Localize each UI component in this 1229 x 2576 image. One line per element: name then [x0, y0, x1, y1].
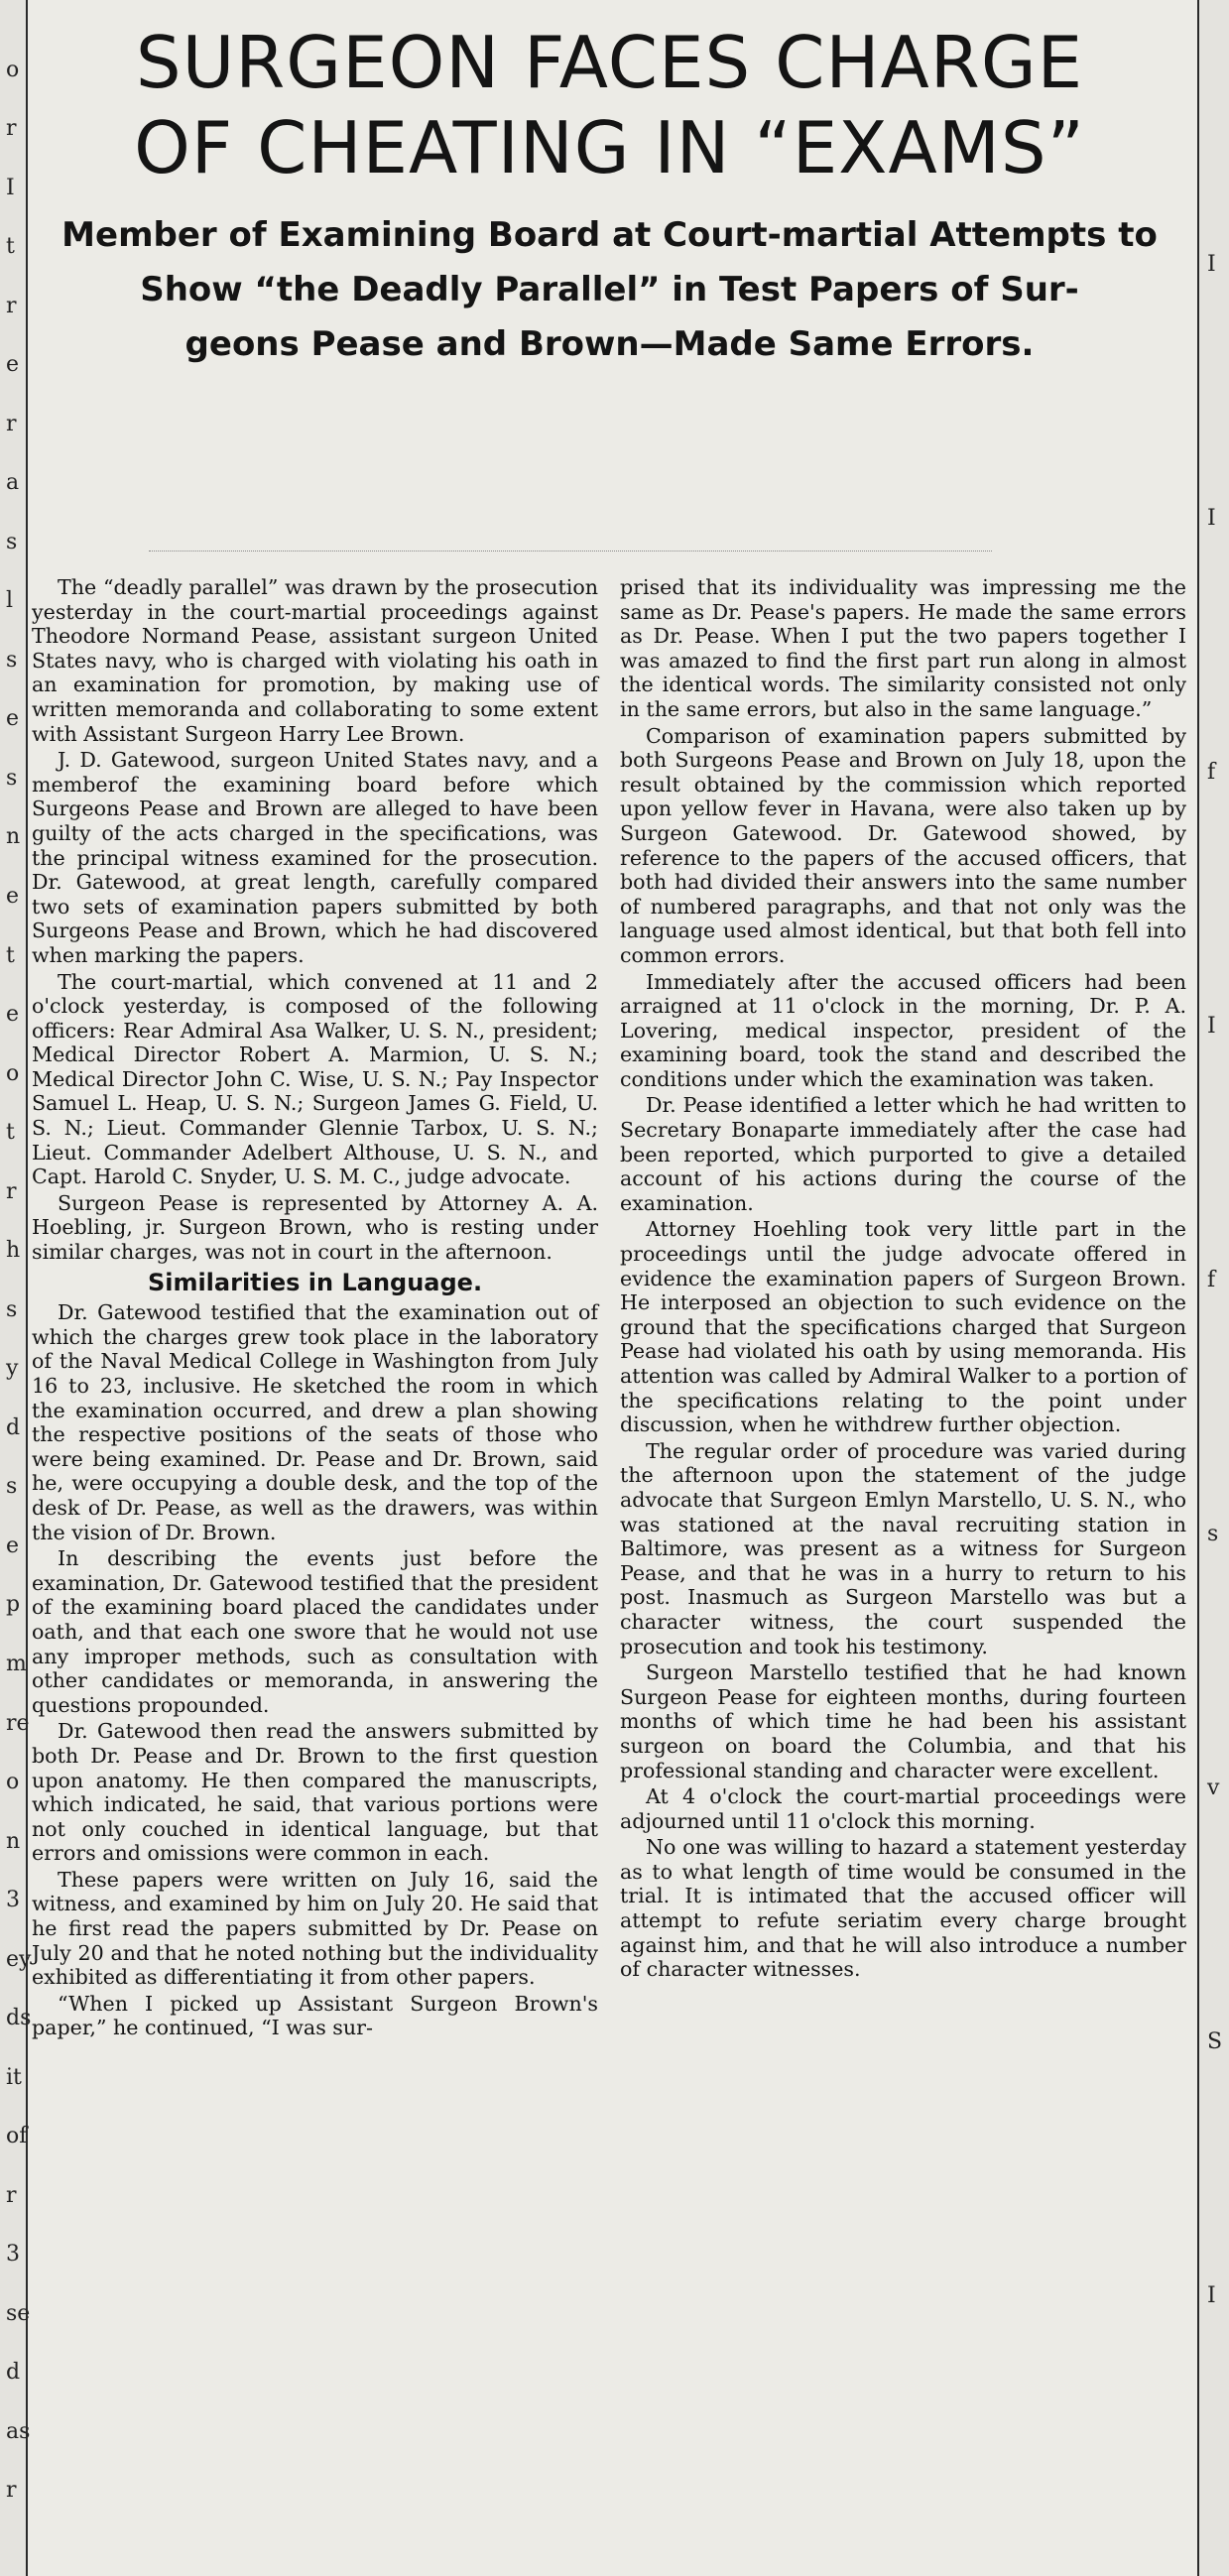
edge-fragment: e — [6, 884, 20, 909]
edge-fragment: o — [6, 58, 20, 82]
paragraph: The regular order of procedure was varied during the afternoon upon the statement of the judge advocate that Surgeon Emlyn Marstello, U. S. N., who was stationed at the naval recruiting station in Baltimore, was present as a witness for Surgeon Pease, and that he was in a hurry to return to his post. Inasmuch as Surgeon Marstello was but a character witness, the court suspended the prosecution and took his testimony. — [620, 1438, 1186, 1658]
edge-fragment: ds — [6, 2006, 32, 2030]
edge-fragment: e — [6, 1002, 20, 1027]
paragraph: Dr. Gatewood testified that the examination out of which the charges grew took place in the laboratory of the Naval Medical College in Washington from July 16 to 23, inclusive. He sketched the room in which the examination occurred, and drew a plan showing the respective positions of the seats of those who were being examined. Dr. Pease and Dr. Brown, said he, were occupying a double desk, and the top of the desk of Dr. Pease, as well as the drawers, was within the vision of Dr. Brown. — [32, 1300, 598, 1544]
edge-fragment: s — [6, 1474, 18, 1499]
subheadline-deck — [42, 208, 1177, 372]
headline — [32, 20, 1187, 190]
edge-fragment: I — [1207, 2283, 1216, 2308]
edge-fragment: re — [6, 1711, 30, 1736]
edge-fragment: d — [6, 1415, 21, 1440]
paragraph: Surgeon Marstello testified that he had known Surgeon Pease for eighteen months, during fourteen months of which time he had been his assistant surgeon on board the Columbia, and that his professional standing and character were excellent. — [620, 1660, 1186, 1782]
column-left — [32, 575, 598, 2042]
edge-fragment: I — [1207, 506, 1216, 531]
edge-fragment: f — [1207, 760, 1216, 785]
edge-fragment: l — [6, 588, 14, 613]
paragraph: J. D. Gatewood, surgeon United States navy, and a memberof the examining board before which Surgeons Pease and Brown are alleged to have been guilty of the acts charged in the specifications, was the principal witness examined for the prosecution. Dr. Gatewood, at great length, carefully compared two sets of examination papers submitted by both Surgeons Pease and Brown, which he had discovered when marking the papers. — [32, 748, 598, 967]
edge-fragment: t — [6, 1120, 15, 1145]
edge-fragment: 3 — [6, 1888, 20, 1912]
paragraph: No one was willing to hazard a statement yesterday as to what length of time would be consumed in the trial. It is intimated that the accused officer will attempt to refute seriatim every charge brought against him, and that he will also introduce a number of character witnesses. — [620, 1835, 1186, 1982]
edge-fragment: S — [1207, 2029, 1223, 2054]
paragraph: prised that its individuality was impressing me the same as Dr. Pease's papers. He made the same errors as Dr. Pease. When I put the two papers together I was amazed to find the first part run along in almost the identical words. The similarity consisted not only in the same errors, but also in the same language.” — [620, 575, 1186, 721]
edge-fragment: s — [6, 530, 18, 554]
edge-fragment: n — [6, 824, 21, 849]
edge-fragment: o — [6, 1061, 20, 1086]
edge-fragment: se — [6, 2301, 31, 2326]
paragraph: At 4 o'clock the court-martial proceedings were adjourned until 11 o'clock this morning. — [620, 1784, 1186, 1833]
paragraph: Immediately after the accused officers had been arraigned at 11 o'clock in the morning, Dr. P. A. Lovering, medical inspector, president of the examining board, took the stand and described the conditions under which the examination was taken. — [620, 969, 1186, 1091]
edge-fragment: r — [6, 116, 17, 141]
edge-fragment: a — [6, 470, 20, 495]
edge-fragment: t — [6, 234, 15, 259]
edge-fragment: p — [6, 1592, 21, 1617]
headline-line-2: OF CHEATING IN “EXAMS” — [134, 106, 1085, 189]
edge-fragment: I — [6, 176, 15, 200]
edge-fragment: h — [6, 1238, 21, 1263]
headline-line-1: SURGEON FACES CHARGE — [135, 21, 1084, 104]
paragraph: Attorney Hoehling took very little part in the proceedings until the judge advocate offered in evidence the examination papers of Surgeon Brown. He interposed an objection to such evidence on the ground that the specifications charged that Surgeon Pease had violated his oath by using memoranda. His attention was called by Admiral Walker to a portion of the specifications relating to the point under discussion, when he withdrew further objection. — [620, 1217, 1186, 1437]
edge-fragment: s — [1207, 1522, 1219, 1546]
edge-fragment: y — [6, 1356, 19, 1381]
paragraph: In describing the events just before the examination, Dr. Gatewood testified that the president of the examining board placed the candidates under oath, and that each one swore that he would not use any improper methods, such as consultation with other candidates or memoranda, in answering the questions propounded. — [32, 1546, 598, 1717]
paragraph: Surgeon Pease is represented by Attorney A. A. Hoebling, jr. Surgeon Brown, who is resting under similar charges, was not in court in the afternoon. — [32, 1190, 598, 1265]
edge-fragment: s — [6, 766, 18, 791]
paragraph: Comparison of examination papers submitted by both Surgeons Pease and Brown on July 18, upon the result obtained by the commission which reported upon yellow fever in Havana, were also taken up by Surgeon Gatewood. Dr. Gatewood showed, by reference to the papers of the accused officers, that both had divided their answers into the same number of numbered paragraphs, and that not only was the language used almost identical, but that both fell into common errors. — [620, 723, 1186, 967]
edge-fragment: t — [6, 943, 15, 968]
edge-fragment: n — [6, 1829, 21, 1854]
column-right — [620, 575, 1186, 2042]
paragraph: The court-martial, which convened at 11 and 2 o'clock yesterday, is composed of the following officers: Rear Admiral Asa Walker, U. S. N., president; Medical Director Robert A. Marmion, U. S. N.; Medical Director John C. Wise, U. S. N.; Pay Inspector Samuel L. Heap, U. S. N.; Surgeon James G. Field, U. S. N.; Lieut. Commander Glennie Tarbox, U. S. N.; Lieut. Commander Adelbert Althouse, U. S. N., and Capt. Harold C. Snyder, U. S. M. C., judge advocate. — [32, 969, 598, 1189]
edge-fragment: I — [1207, 1014, 1216, 1039]
edge-fragment: v — [1207, 1776, 1220, 1800]
paragraph: These papers were written on July 16, said the witness, and examined by him on July 20. He said that he first read the papers submitted by Dr. Pease on July 20 and that he noted nothing but the individuality exhibited as differentiating it from other papers. — [32, 1867, 598, 1990]
edge-fragment: ey — [6, 1947, 32, 1972]
edge-fragment: e — [6, 1533, 20, 1558]
edge-fragment: r — [6, 294, 17, 318]
edge-fragment: 3 — [6, 2242, 20, 2267]
edge-fragment: as — [6, 2419, 31, 2444]
paragraph: Dr. Gatewood then read the answers submitted by both Dr. Pease and Dr. Brown to the first question upon anatomy. He then compared the manuscripts, which indicated, he said, that various portions were not only couched in identical language, but that errors and omissions were common in each. — [32, 1719, 598, 1866]
edge-fragment: s — [6, 1297, 18, 1322]
paragraph: “When I picked up Assistant Surgeon Brown's paper,” he continued, “I was sur- — [32, 1991, 598, 2040]
edge-fragment: e — [6, 352, 20, 377]
paragraph: Dr. Pease identified a letter which he had written to Secretary Bonaparte immediately after the case had been reported, which purported to give a detailed account of his actions during the course of the examination. — [620, 1093, 1186, 1215]
edge-fragment: I — [1207, 252, 1216, 277]
edge-fragment: o — [6, 1770, 20, 1794]
right-adjacent-column — [1197, 0, 1229, 2576]
edge-fragment: f — [1207, 1268, 1216, 1292]
divider-rule — [149, 551, 992, 552]
edge-fragment: of — [6, 2124, 28, 2148]
paragraph: The “deadly parallel” was drawn by the prosecution yesterday in the court-martial proceedings against Theodore Normand Pease, assistant surgeon United States navy, who is charged with violating his oath in an examination for promotion, by making use of written memoranda and collaborating to some extent with Assistant Surgeon Harry Lee Brown. — [32, 575, 598, 746]
edge-fragment: r — [6, 412, 17, 436]
edge-fragment: s — [6, 648, 18, 673]
body-columns — [32, 575, 1187, 2042]
edge-fragment: r — [6, 2183, 17, 2208]
edge-fragment: it — [6, 2065, 22, 2090]
edge-fragment: r — [6, 2478, 17, 2503]
left-adjacent-column — [0, 0, 32, 2576]
article — [32, 0, 1187, 372]
deck-line-1: Member of Examining Board at Court-martial Attempts to — [61, 215, 1158, 255]
deck-line-2: Show “the Deadly Parallel” in Test Papers of Sur- — [140, 270, 1079, 309]
edge-fragment: r — [6, 1179, 17, 1204]
edge-fragment: m — [6, 1652, 27, 1676]
deck-line-3: geons Pease and Brown—Made Same Errors. — [184, 324, 1035, 364]
edge-fragment: d — [6, 2360, 21, 2385]
edge-fragment: e — [6, 706, 20, 731]
section-subhead: Similarities in Language. — [147, 1268, 483, 1296]
